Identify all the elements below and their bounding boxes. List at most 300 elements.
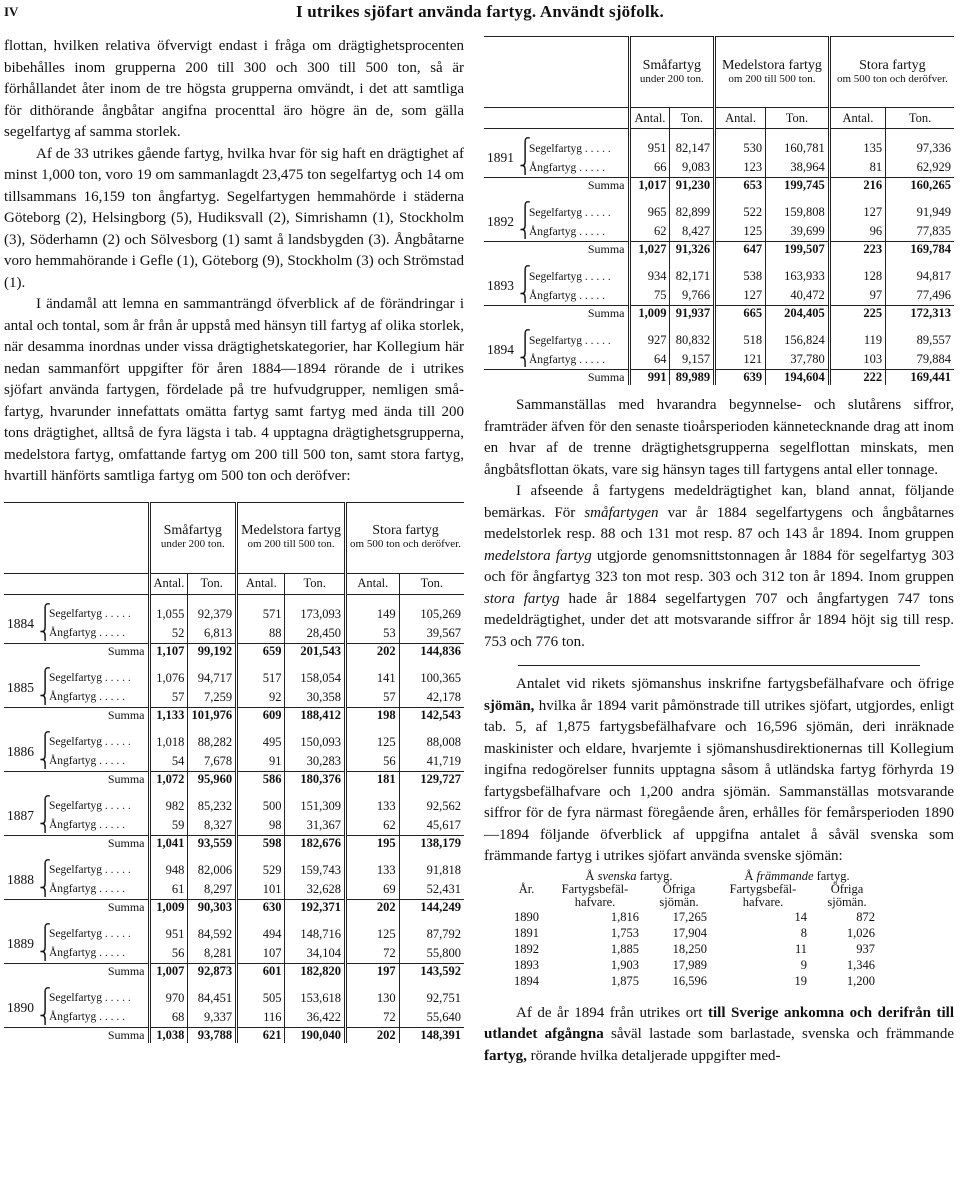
steam-row [4,944,464,964]
row-label: Summa [517,178,629,194]
cell: 195 [346,835,400,851]
col-antal: Antal. [346,573,400,594]
cell: 79,884 [886,350,954,370]
cell: 1,009 [149,899,188,915]
col-others: Öfriga sjömän. [659,881,699,909]
cell: 62 [629,222,670,242]
cell: 95,960 [188,771,237,787]
table-row [508,957,881,973]
year-label: 1892 [487,214,514,229]
year-label: 1894 [487,342,514,357]
cell: 1,018 [149,733,188,752]
cell: 1,038 [149,1027,188,1043]
cell: 84,451 [188,989,237,1008]
paragraph: I ändamål att lemna en sammanträngd öfverblick af de förändringar i antal och tontal, som år från år uppstå med hänsyn till fartyg af olika storlek, när desamma inordnas under vissa drägtighetskategorier, har Kollegium här nedan sammanfört uppgifter för åren 1884—1894 rörande de i utrikes sjöfart använda fartygen, fördelade på tre hufvudgrupper, nemligen småfartyg, hvarunder innefattats omätta fartyg samt fartyg med ända till 200 tons drägtighet, alltså de fyra lägsta i tab. 4 upptagna drägtighetsgrupperna, medelstora fartyg, omfattande fartyg om 200 till 500 ton, samt stora fartyg, hvartill hänförts samtliga fartyg om 500 ton och deröfver: [4,296,464,484]
row-label: ⎧ Segelfartyg . . . . . [39,860,131,878]
cell: 77,496 [886,286,954,306]
vessel-table-1891-1894 [484,36,954,385]
cell: 85,232 [188,797,237,816]
table-row [508,941,881,957]
row-label: ⎧ Segelfartyg . . . . . [39,988,131,1006]
cell: 1,885 [610,941,639,956]
col-officers: Fartygsbefälhafvare. [729,881,797,909]
cell: 41,719 [399,752,464,772]
cell: 172,313 [886,306,954,322]
cell: 68 [149,1008,188,1028]
cell: 39,699 [766,222,830,242]
cell: 188,412 [285,707,346,723]
cell: 192,371 [285,899,346,915]
cell: 144,836 [399,643,464,659]
table-row [508,973,881,989]
cell: 169,784 [886,242,954,258]
cell: 64 [629,350,670,370]
cell: 39,567 [399,624,464,644]
row-label: ⎧ Segelfartyg . . . . . [519,331,611,348]
cell: 8 [800,925,807,940]
cell: 8,327 [188,816,237,836]
cell: 75 [629,286,670,306]
cell: 159,808 [766,203,830,222]
cell: 169,441 [886,370,954,386]
cell: 9,083 [670,158,715,178]
steam-row [484,222,954,242]
cell: 72 [346,1008,400,1028]
cell: 222 [829,370,885,386]
cell: 55,800 [399,944,464,964]
row-label: ⎧ Segelfartyg . . . . . [519,203,611,220]
row-label: ⎨ Ångfartyg . . . . . [519,350,606,367]
cell: 84,592 [188,925,237,944]
cell: 17,904 [672,925,707,940]
cell: 160,781 [766,139,830,158]
cell: 517 [237,669,285,688]
cell: 530 [715,139,766,158]
row-label: Summa [37,963,149,979]
cell: 90,303 [188,899,237,915]
row-label: Summa [37,707,149,723]
small-vessels-header: Småfartyg under 200 ton. [149,502,237,573]
cell: 148,391 [399,1027,464,1043]
col-antal: Antal. [237,573,285,594]
cell: 31,367 [285,816,346,836]
cell: 8,297 [188,880,237,900]
cell: 7,678 [188,752,237,772]
cell: 8,427 [670,222,715,242]
paragraph: Antalet vid rikets sjömanshus inskrifne fartygsbefälhafvare och öfrige sjömän, hvilka år 1894 varit påmönstrade till utrikes sjöfart, utgjordes, enligt tab. 5, af 1,875 fartygsbefälhafvare och 16,596 sjömän, deri inräknade maskinister och eldare, hvarjemte i sjömanshusdirektionernas till Kollegium ingifna redogörelser funnits upptagna såsom å utländska fartyg förhyrda 19 fartygsbefälhafvare och 1,200 andra sjömän. Sammanställas motsvarande siffror för de fyra närmast föregående åren, erhålles för femårsperioden 1890—1894 följande öfverblick af uppgifna antalet å såväl svenska som främmande fartyg i utrikes sjöfart använda svenske sjömän: [484,676,954,864]
cell: 1,346 [846,957,875,972]
cell: 82,899 [670,203,715,222]
cell: 156,824 [766,331,830,350]
cell: 538 [715,267,766,286]
swedish-group-header: Å svenska fartyg. [585,868,673,883]
cell: 19 [794,973,807,988]
cell: 1,200 [846,973,875,988]
paragraph: Af de år 1894 från utrikes ort till Sverige ankomna och derifrån till utlandet afgångna såväl lastade som barlastade, svenska och främmande fartyg, rörande hvilka detaljerade uppgifter med- [484,1004,954,1064]
col-antal: Antal. [629,108,670,129]
cell: 621 [237,1027,285,1043]
cell: 92,562 [399,797,464,816]
row-label: ⎨ Ångfartyg . . . . . [519,222,606,239]
right-prose-end [484,1003,954,1068]
cell: 91 [237,752,285,772]
cell: 150,093 [285,733,346,752]
cell: 93,788 [188,1027,237,1043]
cell: 1,055 [149,605,188,624]
cell: 123 [715,158,766,178]
cell: 125 [346,925,400,944]
cell: 17,265 [672,909,707,924]
left-column [4,36,464,1043]
cell: 97 [829,286,885,306]
row-label: ⎨ Ångfartyg . . . . . [519,158,606,175]
cell: 505 [237,989,285,1008]
cell: 216 [829,178,885,194]
cell: 951 [149,925,188,944]
cell: 1,027 [629,242,670,258]
row-label: Summa [517,306,629,322]
cell: 571 [237,605,285,624]
cell: 125 [715,222,766,242]
cell: 160,265 [886,178,954,194]
year-label: 1886 [7,743,34,759]
cell: 18,250 [672,941,707,956]
steam-row [4,1008,464,1028]
paragraph: Sammanställas med hvarandra begynnelse- och slutårens siffror, framträder äfven för den senaste tioårsperioden kännetecknande drag att inom en hvar af de trenne drägtighetsgrupperna segelflottan minskats, men ångbåtsflottan ökats, vare sig hänsyn tages till fartygens antal eller tonnage. [484,397,954,478]
row-label: ⎧ Segelfartyg . . . . . [39,924,131,942]
cell: 182,676 [285,835,346,851]
year-header: År. [518,881,535,896]
col-antal: Antal. [829,108,885,129]
cell: 1,026 [846,925,875,940]
cell: 11 [794,941,807,956]
cell: 598 [237,835,285,851]
cell: 522 [715,203,766,222]
col-ton: Ton. [188,573,237,594]
cell: 59 [149,816,188,836]
cell: 202 [346,899,400,915]
cell: 1,133 [149,707,188,723]
sum-row [484,178,954,194]
medium-vessels-header: Medelstora fartyg om 200 till 500 ton. [237,502,346,573]
col-others: Öfriga sjömän. [827,881,867,909]
sum-row [4,771,464,787]
cell: 1,903 [610,957,639,972]
cell: 91,326 [670,242,715,258]
cell: 32,628 [285,880,346,900]
year-label: 1884 [7,615,34,631]
cell: 204,405 [766,306,830,322]
cell: 107 [237,944,285,964]
table-row [508,925,881,941]
cell: 1,072 [149,771,188,787]
left-prose [4,36,464,488]
cell: 69 [346,880,400,900]
year-label: 1889 [7,935,34,951]
cell: 30,283 [285,752,346,772]
sum-row [4,1027,464,1043]
cell: 92,873 [188,963,237,979]
cell: 159,743 [285,861,346,880]
cell: 62 [346,816,400,836]
cell: 1,007 [149,963,188,979]
cell: 518 [715,331,766,350]
steam-row [484,350,954,370]
cell: 130 [346,989,400,1008]
cell: 141 [346,669,400,688]
cell: 199,507 [766,242,830,258]
col-ton: Ton. [670,108,715,129]
large-vessels-header: Stora fartyg om 500 ton och deröfver. [829,37,954,108]
cell: 982 [149,797,188,816]
cell: 500 [237,797,285,816]
cell: 202 [346,643,400,659]
right-column [484,36,954,1067]
cell: 92 [237,688,285,708]
cell: 17,989 [672,957,707,972]
cell: 89,989 [670,370,715,386]
year-label: 1893 [487,278,514,293]
col-ton: Ton. [766,108,830,129]
cell: 91,949 [886,203,954,222]
cell: 197 [346,963,400,979]
year-label: 1890 [7,999,34,1015]
col-antal: Antal. [715,108,766,129]
cell: 1,816 [610,909,639,924]
cell: 142,543 [399,707,464,723]
small-vessels-header: Småfartyg under 200 ton. [629,37,715,108]
year-label: 1887 [7,807,34,823]
cell: 116 [237,1008,285,1028]
cell: 9,766 [670,286,715,306]
cell: 9 [800,957,807,972]
cell: 653 [715,178,766,194]
cell: 143,592 [399,963,464,979]
cell: 937 [856,941,875,956]
cell: 93,559 [188,835,237,851]
cell: 153,618 [285,989,346,1008]
cell: 665 [715,306,766,322]
cell: 223 [829,242,885,258]
sum-row [484,306,954,322]
cell: 194,604 [766,370,830,386]
running-header [0,2,960,24]
cell: 56 [346,752,400,772]
cell: 61 [149,880,188,900]
section-divider [518,665,920,666]
cell: 105,269 [399,605,464,624]
cell: 16,596 [672,973,707,988]
cell: 77,835 [886,222,954,242]
cell: 158,054 [285,669,346,688]
cell: 647 [715,242,766,258]
sum-row [4,899,464,915]
year-label: 1885 [7,679,34,695]
sail-row [4,733,464,752]
cell: 494 [237,925,285,944]
sum-row [4,643,464,659]
row-label: ⎨ Ångfartyg . . . . . [519,286,606,303]
cell: 9,157 [670,350,715,370]
sail-row [484,331,954,350]
cell: 872 [856,909,875,924]
page-number: IV [4,4,19,19]
steam-row [4,688,464,708]
cell: 9,337 [188,1008,237,1028]
cell: 56 [149,944,188,964]
cell: 1,041 [149,835,188,851]
sum-row [4,835,464,851]
cell: 199,745 [766,178,830,194]
row-label: Summa [37,1027,149,1043]
paragraph: flottan, hvilken relativa öfvervigt endast i fråga om drägtighetsprocenten bibehålles inom grupperna 200 till 300 och 300 till 500 ton, så är förhållandet åter inom de tre högsta grupperna omvändt, i det att samtliga för dithörande ångbåtar angifna procenttal äro högre än de, som gälla segelfartyg af samma storlek. [4,38,464,140]
vessel-table-1884-1890 [4,502,464,1043]
cell: 37,780 [766,350,830,370]
cell: 88,008 [399,733,464,752]
cell: 89,557 [886,331,954,350]
cell: 36,422 [285,1008,346,1028]
cell: 54 [149,752,188,772]
cell: 52,431 [399,880,464,900]
paragraph: Af de 33 utrikes gående fartyg, hvilka hvar för sig haft en drägtighet af minst 1,000 ton, voro 19 om sammanlagdt 23,475 ton segelfartyg och 14 om tillsammans 16,159 ton ångfartyg. Segelfartygen hemmahörde i städerna Göteborg (2), Helsingborg (5), Hudiksvall (2), Simrishamn (1), Stockholm (3), Söderhamn (2) och Sölvesborg (1) samt å landsbygden (3). Ångbåtarne voro hemmahörande i Gefle (1), Göteborg (9), Stockholm (3) och Strömstad (1). [4,145,464,291]
year-cell: 1891 [514,925,539,940]
cell: 57 [346,688,400,708]
steam-row [4,816,464,836]
cell: 72 [346,944,400,964]
cell: 6,813 [188,624,237,644]
cell: 82,006 [188,861,237,880]
sum-row [4,963,464,979]
cell: 121 [715,350,766,370]
sail-row [4,861,464,880]
row-label: Summa [517,370,629,386]
cell: 92,379 [188,605,237,624]
row-label: ⎨ Ångfartyg . . . . . [39,623,126,641]
cell: 81 [829,158,885,178]
sail-row [4,989,464,1008]
cell: 182,820 [285,963,346,979]
cell: 88,282 [188,733,237,752]
paragraph: I afseende å fartygens medeldrägtighet kan, bland annat, följande bemärkas. För småfartygen var år 1884 segelfartygens och ångbåtarnes medelstorlek resp. 88 och 131 mot resp. 87 och 143 år 1894. Inom gruppen medelstora fartyg utgjorde genomsnittstonnagen år 1884 för segelfartyg 303 och för ångfartyg 323 ton mot resp. 303 och 312 ton år 1894. Inom gruppen stora fartyg hade år 1884 segelfartygen 707 och ångfartygen 747 tons medeldrägtighet, under det att motsvarande siffror år 1894 höjt sig till resp. 753 och 776 ton. [484,483,954,650]
cell: 1,017 [629,178,670,194]
cell: 52 [149,624,188,644]
cell: 148,716 [285,925,346,944]
cell: 30,358 [285,688,346,708]
cell: 144,249 [399,899,464,915]
sail-row [4,605,464,624]
cell: 127 [829,203,885,222]
cell: 91,937 [670,306,715,322]
cell: 948 [149,861,188,880]
cell: 529 [237,861,285,880]
steam-row [4,624,464,644]
cell: 190,040 [285,1027,346,1043]
cell: 201,543 [285,643,346,659]
row-label: Summa [37,643,149,659]
row-label: ⎨ Ångfartyg . . . . . [39,815,126,833]
year-cell: 1892 [514,941,539,956]
col-antal: Antal. [149,573,188,594]
cell: 128 [829,267,885,286]
cell: 639 [715,370,766,386]
large-vessels-header: Stora fartyg om 500 ton och deröfver. [346,502,464,573]
sail-row [4,797,464,816]
cell: 53 [346,624,400,644]
cell: 1,009 [629,306,670,322]
cell: 202 [346,1027,400,1043]
row-label: ⎨ Ångfartyg . . . . . [39,879,126,897]
cell: 82,147 [670,139,715,158]
cell: 66 [629,158,670,178]
sail-row [4,669,464,688]
cell: 659 [237,643,285,659]
cell: 1,875 [610,973,639,988]
cell: 135 [829,139,885,158]
col-ton: Ton. [886,108,954,129]
row-label: Summa [517,242,629,258]
cell: 34,104 [285,944,346,964]
cell: 97,336 [886,139,954,158]
cell: 45,617 [399,816,464,836]
row-label: Summa [37,835,149,851]
cell: 62,929 [886,158,954,178]
cell: 87,792 [399,925,464,944]
sail-row [4,925,464,944]
sum-row [484,370,954,386]
sail-row [484,203,954,222]
cell: 163,933 [766,267,830,286]
row-label: Summa [37,771,149,787]
steam-row [484,158,954,178]
cell: 1,107 [149,643,188,659]
cell: 1,753 [610,925,639,940]
cell: 119 [829,331,885,350]
cell: 991 [629,370,670,386]
row-label: ⎨ Ångfartyg . . . . . [39,943,126,961]
cell: 92,751 [399,989,464,1008]
cell: 7,259 [188,688,237,708]
cell: 80,832 [670,331,715,350]
page-title: I utrikes sjöfart använda fartyg. Användt sjöfolk. [296,2,664,21]
cell: 1,076 [149,669,188,688]
cell: 125 [346,733,400,752]
cell: 91,230 [670,178,715,194]
steam-row [4,880,464,900]
cell: 934 [629,267,670,286]
cell: 40,472 [766,286,830,306]
cell: 57 [149,688,188,708]
cell: 96 [829,222,885,242]
row-label: ⎨ Ångfartyg . . . . . [39,1007,126,1025]
cell: 630 [237,899,285,915]
cell: 88 [237,624,285,644]
cell: 927 [629,331,670,350]
cell: 198 [346,707,400,723]
cell: 181 [346,771,400,787]
cell: 91,818 [399,861,464,880]
row-label: ⎧ Segelfartyg . . . . . [39,668,131,686]
row-label: ⎧ Segelfartyg . . . . . [519,139,611,156]
cell: 151,309 [285,797,346,816]
foreign-group-header: Å främmande fartyg. [744,868,850,883]
cell: 94,817 [886,267,954,286]
year-cell: 1890 [514,909,539,924]
sum-row [484,242,954,258]
cell: 133 [346,861,400,880]
cell: 101 [237,880,285,900]
cell: 970 [149,989,188,1008]
cell: 951 [629,139,670,158]
